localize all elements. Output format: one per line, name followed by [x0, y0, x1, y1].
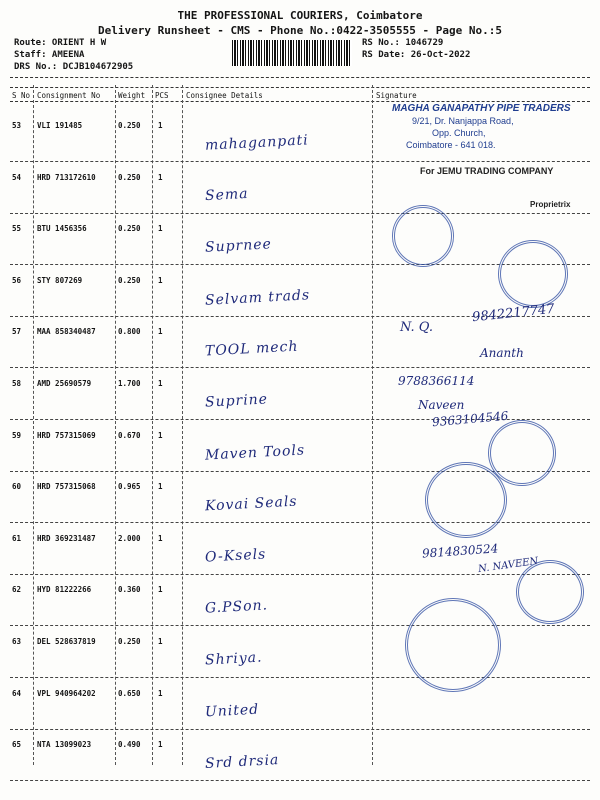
row-pcs: 1 — [158, 430, 163, 440]
row-sno: 65 — [12, 740, 22, 750]
row-sno: 61 — [12, 533, 22, 543]
row-consignee-handwritten: Sema — [204, 185, 249, 204]
table-row — [0, 369, 600, 420]
row-pcs: 1 — [158, 327, 163, 337]
round-seal — [405, 598, 501, 692]
row-weight: 0.650 — [118, 688, 141, 698]
signature-text: N. Q. — [400, 320, 433, 335]
signature-text: 9788366114 — [398, 374, 475, 388]
row-sno: 56 — [12, 275, 22, 285]
row-consignee-handwritten: TOOL mech — [204, 338, 299, 360]
signature-text: 9814830524 — [421, 541, 499, 561]
row-pcs: 1 — [158, 275, 163, 285]
company-title: THE PROFESSIONAL COURIERS, Coimbatore — [177, 9, 423, 22]
divider — [10, 87, 590, 88]
table-row — [0, 627, 600, 678]
row-weight: 1.700 — [118, 379, 141, 388]
row-sno: 64 — [12, 688, 22, 698]
row-pcs: 1 — [158, 637, 163, 646]
row-consignment-no: AMD 25690579 — [37, 379, 92, 388]
row-weight: 0.670 — [118, 430, 141, 440]
staff-label: Staff: AMEENA — [14, 50, 85, 60]
row-consignment-no: HRD 713172610 — [37, 172, 96, 182]
row-weight: 0.360 — [118, 585, 141, 595]
table-row — [0, 679, 600, 730]
barcode — [232, 40, 352, 66]
stamp-magha-address: Coimbatore - 641 018. — [406, 140, 496, 150]
row-pcs: 1 — [158, 379, 163, 388]
table-row — [0, 575, 600, 626]
row-pcs: 1 — [158, 172, 163, 182]
row-consignment-no: HRD 757315068 — [37, 482, 96, 492]
row-sno: 59 — [12, 430, 22, 440]
row-sno: 60 — [12, 482, 22, 492]
rs-number: RS No.: 1046729 — [362, 38, 444, 48]
runsheet-title: Delivery Runsheet - CMS - Phone No.:0422-3505555 - Page No.:5 — [98, 24, 502, 37]
row-weight: 0.965 — [118, 482, 141, 492]
signature-text: Naveen — [418, 398, 465, 412]
row-weight: 0.250 — [118, 121, 141, 130]
row-pcs: 1 — [158, 688, 163, 698]
stamp-magha-address: 9/21, Dr. Nanjappa Road, — [412, 116, 514, 126]
row-consignee-handwritten: United — [204, 701, 260, 721]
row-sno: 62 — [12, 585, 22, 595]
row-consignee-handwritten: Kovai Seals — [204, 493, 298, 515]
row-sno: 55 — [12, 224, 22, 234]
round-seal — [425, 462, 507, 538]
row-consignment-no: HRD 757315069 — [37, 430, 96, 440]
row-consignment-no: BTU 1456356 — [37, 224, 87, 234]
row-consignment-no: STY 807269 — [37, 275, 83, 285]
col-consignment: Consignment No — [37, 91, 101, 100]
row-sno: 54 — [12, 172, 22, 182]
row-sno: 57 — [12, 327, 22, 337]
row-weight: 2.000 — [118, 533, 141, 543]
row-consignee-handwritten: Srd drsia — [204, 752, 280, 773]
col-pcs: PCS — [155, 91, 169, 100]
header-divider — [10, 101, 590, 102]
row-weight: 0.250 — [118, 224, 141, 234]
row-consignment-no: MAA 858340487 — [37, 327, 96, 337]
signature-text: N. NAVEEN — [477, 555, 539, 576]
signature-text: Ananth — [480, 346, 524, 360]
row-consignee-handwritten: mahaganpati — [204, 132, 310, 154]
row-divider — [10, 780, 590, 781]
round-seal — [516, 560, 584, 624]
col-signature: Signature — [376, 91, 417, 100]
stamp-magha-address: Opp. Church, — [432, 128, 486, 138]
row-pcs: 1 — [158, 533, 163, 543]
row-consignment-no: VPL 940964202 — [37, 688, 96, 698]
stamp-magha-name: MAGHA GANAPATHY PIPE TRADERS — [392, 103, 571, 114]
col-sno: S No — [12, 91, 31, 100]
col-weight: Weight — [118, 91, 146, 100]
row-weight: 0.250 — [118, 275, 141, 285]
table-row — [0, 317, 600, 368]
col-consignee: Consignee Details — [186, 91, 263, 100]
row-consignment-no: HRD 369231487 — [37, 533, 96, 543]
row-consignee-handwritten: G.PSon. — [204, 597, 269, 618]
row-pcs: 1 — [158, 482, 163, 492]
row-pcs: 1 — [158, 585, 163, 595]
signature-text: 9363104546 — [431, 408, 509, 430]
row-sno: 53 — [12, 121, 22, 130]
rs-date: RS Date: 26-Oct-2022 — [362, 50, 471, 60]
row-consignee-handwritten: Suprnee — [204, 236, 273, 256]
row-consignee-handwritten: Suprine — [204, 391, 269, 411]
route-label: Route: ORIENT H W — [14, 38, 107, 48]
signature-text: 9842217747 — [471, 301, 556, 326]
row-consignee-handwritten: Maven Tools — [204, 441, 306, 464]
row-consignee-handwritten: O-Ksels — [204, 546, 267, 566]
row-consignee-handwritten: Selvam trads — [204, 287, 311, 309]
stamp-proprietrix: Proprietrix — [530, 200, 571, 209]
row-pcs: 1 — [158, 224, 163, 234]
row-consignee-handwritten: Shriya. — [204, 649, 263, 669]
round-seal — [498, 240, 568, 308]
stamp-jemu: For JEMU TRADING COMPANY — [420, 166, 554, 176]
drs-label: DRS No.: DCJB104672905 — [14, 62, 134, 72]
row-sno: 63 — [12, 637, 22, 646]
row-consignment-no: VLI 191485 — [37, 121, 83, 130]
row-weight: 0.800 — [118, 327, 141, 337]
row-weight: 0.250 — [118, 172, 141, 182]
row-pcs: 1 — [158, 121, 163, 130]
row-sno: 58 — [12, 379, 22, 388]
row-consignment-no: DEL 528637819 — [37, 637, 96, 646]
row-consignment-no: NTA 13099023 — [37, 740, 92, 750]
row-pcs: 1 — [158, 740, 163, 750]
row-weight: 0.250 — [118, 637, 141, 646]
row-weight: 0.490 — [118, 740, 141, 750]
row-consignment-no: HYD 81222266 — [37, 585, 92, 595]
round-seal — [392, 205, 454, 267]
table-row — [0, 730, 600, 781]
divider — [10, 77, 590, 78]
